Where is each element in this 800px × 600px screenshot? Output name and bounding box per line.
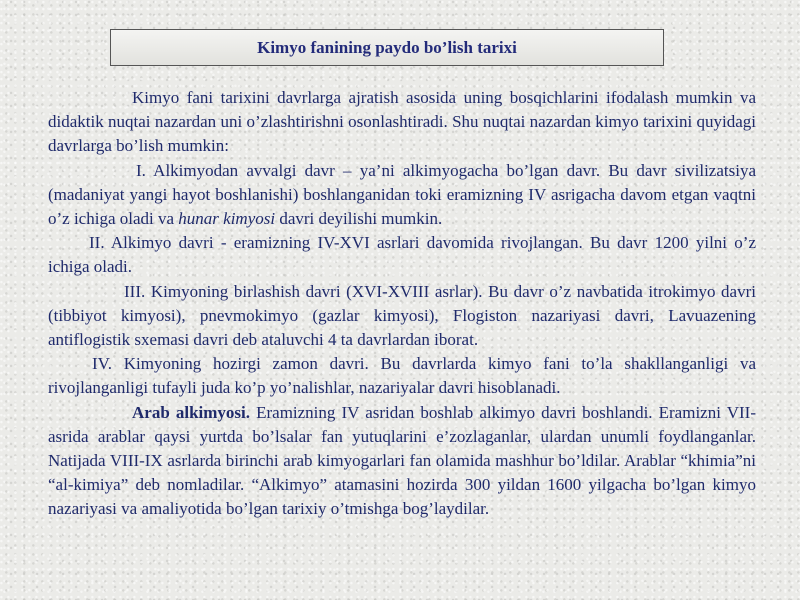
period-4-paragraph [48,352,756,400]
arab-alchemy-heading: Arab alkimyosi. [132,402,251,422]
period-3-text: III. Kimyoning birlashish davri (XVI-XVIII asrlar). Bu davr o’z navbatida itrokimyo davri (tibbiyot kimyosi), pnevmokimyo (gazlar kimyosi), Flogiston nazariyasi davri, Lavuazening antiflogistik sxemasi davri deb ataluvchi 4 ta davrlardan iborat. [48,281,756,350]
period-1-text-end: davri deyilishi mumkin. [275,209,443,229]
arab-alchemy-paragraph [48,401,756,522]
intro-paragraph [48,86,756,159]
arab-alchemy-text: Eramizning IV asridan boshlab alkimyo davri boshlandi. Eramizni VII-asrida arablar qaysi yurtda bo’lsalar fan yutuqlarini e’zozlaganlar, ulardan unumli foydlanganlar. Natijada VIII-IX asrlarda birinchi arab kimyogarlari fan olamida mashhur bo’ldilar. Arablar “khimia”ni “al-kimiya” deb nomladilar. “Alkimyo” atamasini hozirda 300 yildan 1600 yilgacha bo’lgan kimyo nazariyasi va amaliyotida bo’lgan tarixiy o’tmishga bog’laydilar. [48,402,756,519]
period-4-text: IV. Kimyoning hozirgi zamon davri. Bu davrlarda kimyo fani to’la shakllanganligi va rivojlanganligi tufayli juda ko’p yo’nalishlar, nazariyalar davri hisoblanadi. [48,354,756,398]
document-body [48,86,756,522]
page-title: Kimyo fanining paydo bo’lish tarixi [257,37,517,57]
period-2-paragraph [48,231,756,279]
period-1-italic-term: hunar kimyosi [178,209,276,229]
period-1-text: I. Alkimyodan avvalgi davr – ya’ni alkimyogacha bo’lgan davr. Bu davr sivilizatsiya (madaniyat yangi hayot boshlanishi) boshlanganidan toki eramizning IV asrigacha davom etgan vaqtni o’z ichiga oladi va [48,160,756,229]
intro-text: Kimyo fani tarixini davrlarga ajratish asosida uning bosqichlarini ifodalash mumkin va didaktik nuqtai nazardan uni o’zlashtirishni osonlashtiradi. Shu nuqtai nazardan kimyo tarixini quyidagi davrlarga bo’lish mumkin: [48,88,756,156]
period-2-text: II. Alkimyo davri - eramizning IV-XVI asrlari davomida rivojlangan. Bu davr 1200 yilni o’z ichiga oladi. [48,233,756,277]
period-1-paragraph [48,159,756,232]
period-3-paragraph [48,280,756,353]
title-box [110,29,664,66]
